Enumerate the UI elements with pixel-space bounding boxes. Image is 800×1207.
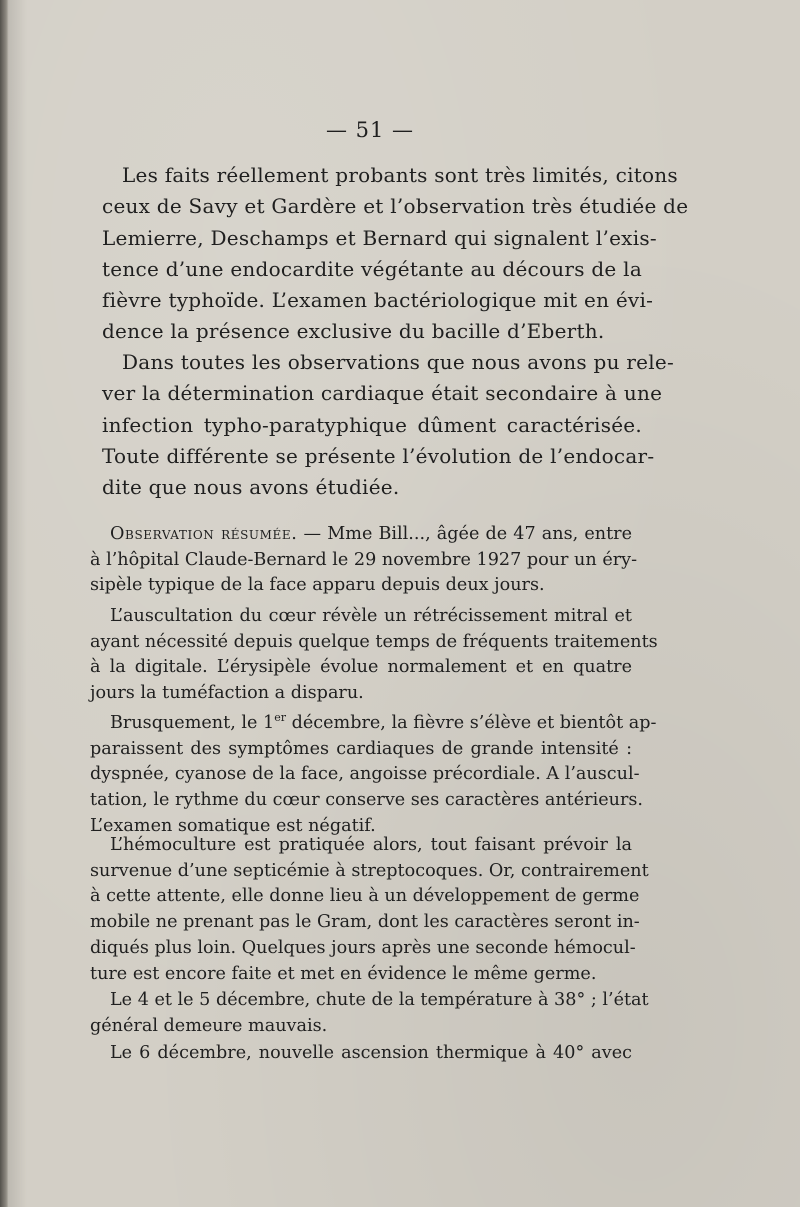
text-line: L’hémoculture est pratiquée alors, tout faisant prévoir la xyxy=(110,835,632,855)
observation-paragraph-1 xyxy=(90,522,638,599)
text-line: jours la tuméfaction a disparu. xyxy=(90,683,364,704)
text-line: dence la présence exclusive du bacille d’Eberth. xyxy=(102,319,605,344)
text-line: général demeure mauvais. xyxy=(90,1015,328,1036)
text-line: ayant nécessité depuis quelque temps de fréquents traitements xyxy=(90,631,658,652)
observation-paragraph-6 xyxy=(90,1041,632,1067)
text-line: diqués plus loin. Quelques jours après une seconde hémocul- xyxy=(90,937,636,958)
text-line: ture est encore faite et met en évidence le même germe. xyxy=(90,963,597,984)
text-line: infection typho-paratyphique dûment caractérisée. xyxy=(102,412,642,437)
observation-paragraph-4 xyxy=(90,833,649,987)
paragraph-2 xyxy=(102,347,674,503)
text-line: ceux de Savy et Gardère et l’observation très étudiée de xyxy=(102,194,689,219)
observation-heading: Observation résumée. xyxy=(110,524,298,544)
text-line: survenue d’une septicémie à streptocoques. Or, contrairement xyxy=(90,860,649,881)
observation-paragraph-3 xyxy=(90,705,657,839)
text-line: mobile ne prenant pas le Gram, dont les caractères seront in- xyxy=(90,912,640,933)
text-line: à l’hôpital Claude-Bernard le 29 novembre 1927 pour un éry- xyxy=(90,549,638,570)
text-line: à cette attente, elle donne lieu à un développement de germe xyxy=(90,886,640,907)
text-line: fièvre typhoïde. L’examen bactériologique mit en évi- xyxy=(102,288,654,313)
text-line: ver la détermination cardiaque était secondaire à une xyxy=(102,381,663,406)
observation-paragraph-5 xyxy=(90,988,649,1039)
text-line xyxy=(90,705,657,737)
text-line: tation, le rythme du cœur conserve ses caractères antérieurs. xyxy=(90,789,643,810)
text-line: Le 6 décembre, nouvelle ascension thermique à 40° avec xyxy=(110,1043,632,1063)
text-line: Lemierre, Deschamps et Bernard qui signalent l’exis- xyxy=(102,225,657,250)
text-line xyxy=(90,522,632,548)
text-line: L’examen somatique est négatif. xyxy=(90,815,376,836)
text-fragment: décembre, la fièvre s’élève et bientôt ap- xyxy=(286,712,657,733)
book-spine-edge xyxy=(0,0,9,1207)
text-line: Les faits réellement probants sont très limités, citons xyxy=(122,163,678,187)
text-line: tence d’une endocardite végétante au décours de la xyxy=(102,256,642,281)
superscript-er: er xyxy=(274,711,286,724)
observation-intro: — Mme Bill..., âgée de 47 ans, entre xyxy=(297,524,632,544)
text-line: à la digitale. L’érysipèle évolue normalement et en quatre xyxy=(90,657,632,678)
text-line: Le 4 et le 5 décembre, chute de la température à 38° ; l’état xyxy=(110,990,649,1010)
text-line: dyspnée, cyanose de la face, angoisse précordiale. A l’auscul- xyxy=(90,764,640,785)
text-line: Toute différente se présente l’évolution de l’endocar- xyxy=(102,443,655,468)
paragraph-1 xyxy=(102,160,689,348)
text-line: paraissent des symptômes cardiaques de grande intensité : xyxy=(90,738,632,759)
observation-paragraph-2 xyxy=(90,604,658,707)
page-number: — 51 — xyxy=(325,118,415,142)
text-line: Dans toutes les observations que nous avons pu rele- xyxy=(122,350,674,374)
text-fragment: Brusquement, le 1 xyxy=(110,712,275,733)
text-line: dite que nous avons étudiée. xyxy=(102,475,400,500)
gutter-shadow xyxy=(9,0,27,1207)
text-line: L’auscultation du cœur révèle un rétrécissement mitral et xyxy=(110,606,632,626)
text-line: sipèle typique de la face apparu depuis deux jours. xyxy=(90,575,545,596)
